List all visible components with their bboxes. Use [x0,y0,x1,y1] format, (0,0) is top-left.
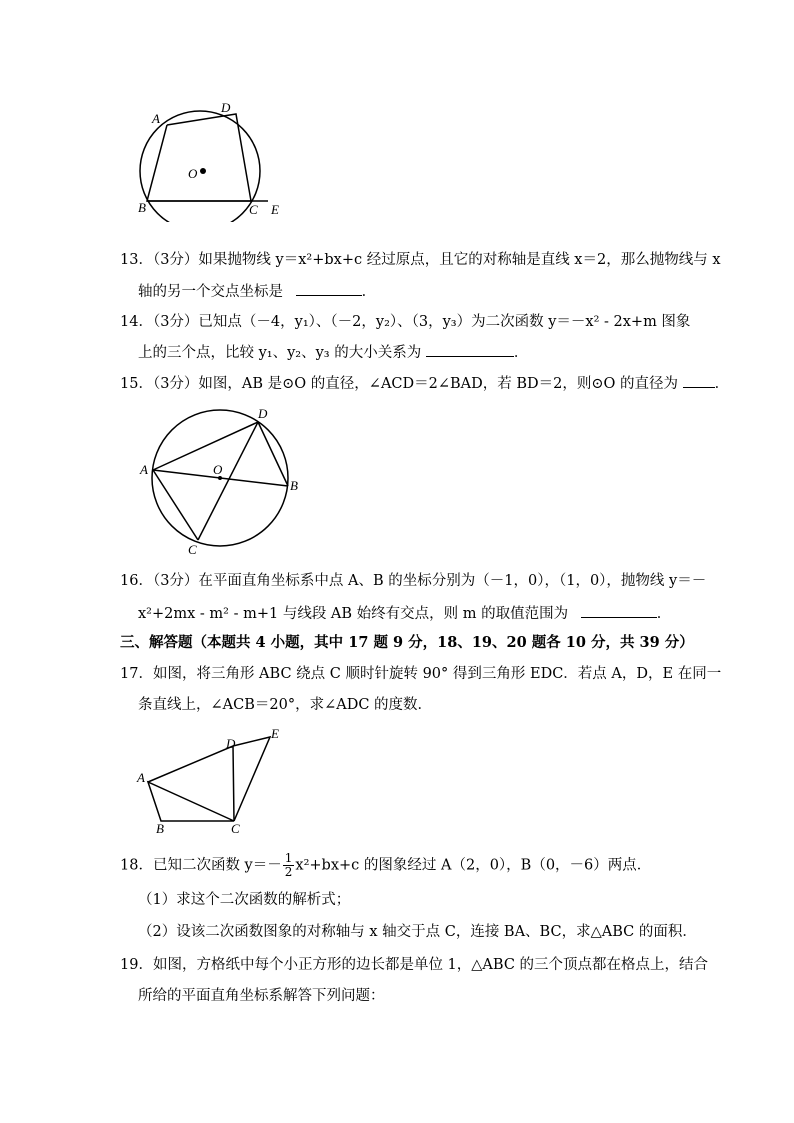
q14-answer-blank [426,342,514,357]
q15-line1: 15．（3分）如图，AB 是⊙O 的直径，∠ACD＝2∠BAD，若 BD＝2，则⊙O 的直径为 ． [120,373,729,394]
label-E: E [271,202,279,217]
q19-line1: 19．如图，方格纸中每个小正方形的边长都是单位 1，△ABC 的三个顶点都在格点上，结合 [120,957,709,973]
q16-answer-blank [581,603,657,618]
label-C: C [249,202,258,217]
label-E: E [271,726,279,741]
q18-post: x²+bx+c 的图象经过 A（2，0），B（0，－6）两点． [295,857,652,874]
label-B: B [138,200,146,215]
q18-pre: 18．已知二次函数 y＝－ [120,857,282,874]
fraction-denominator: 2 [284,865,293,879]
q18-line1 [120,852,651,879]
label-D: D [258,406,268,421]
label-B: B [290,478,298,493]
q13-line2: 轴的另一个交点坐标是 ． [138,281,376,302]
q14-line1: 14．（3分）已知点（－4，y₁）、（－2，y₂）、（3，y₃）为二次函数 y＝－x² - 2x+m 图象 [120,314,691,330]
q17-line1: 17．如图，将三角形 ABC 绕点 C 顺时针旋转 90° 得到三角形 EDC．若点 A，D，E 在同一 [120,666,722,682]
q17-line2: 条直线上，∠ACB＝20°，求∠ADC 的度数． [138,697,433,713]
figure-q17 [134,726,294,838]
label-D: D [221,100,231,115]
q13-text: 轴的另一个交点坐标是 [138,284,283,300]
q18-sub1: （1）求这个二次函数的解析式； [138,892,351,908]
label-O: O [213,462,223,477]
q16-line2: x²+2mx - m² - m+1 与线段 AB 始终有交点，则 m 的取值范围为 ． [138,603,671,624]
q16-text: x²+2mx - m² - m+1 与线段 AB 始终有交点，则 m 的取值范围为 [138,606,569,622]
q18-sub2: （2）设该二次函数图象的对称轴与 x 轴交于点 C，连接 BA、BC，求△ABC 的面积． [138,924,697,940]
q13-line1: 13．（3分）如果抛物线 y＝x²+bx+c 经过原点，且它的对称轴是直线 x＝2，那么抛物线与 x [120,252,721,268]
figure-q12 [130,96,300,222]
q18-fraction [283,852,295,879]
q13-answer-blank [296,281,362,296]
section-3-title: 三、解答题（本题共 4 小题，其中 17 题 9 分，18、19、20 题各 10 分，共 39 分） [120,634,694,651]
q14-line2: 上的三个点，比较 y₁、y₂、y₃ 的大小关系为 ． [138,342,528,363]
label-A: A [152,111,160,126]
q19-line2: 所给的平面直角坐标系解答下列问题： [138,988,385,1004]
q15-answer-blank [683,373,715,388]
q15-text: 15．（3分）如图，AB 是⊙O 的直径，∠ACD＝2∠BAD，若 BD＝2，则⊙O 的直径为 [120,376,679,392]
label-D: D [226,736,236,751]
label-A: A [137,770,145,785]
label-C: C [231,821,240,836]
fraction-numerator: 1 [284,851,293,865]
q14-text: 上的三个点，比较 y₁、y₂、y₃ 的大小关系为 [138,345,422,361]
figure-q15 [138,404,308,556]
q16-line1: 16．（3分）在平面直角坐标系中点 A、B 的坐标分别为（－1，0），（1，0），抛物线 y＝－ [120,573,707,589]
label-A: A [140,462,148,477]
label-O: O [188,166,198,181]
label-B: B [156,821,164,836]
label-C: C [188,542,197,556]
